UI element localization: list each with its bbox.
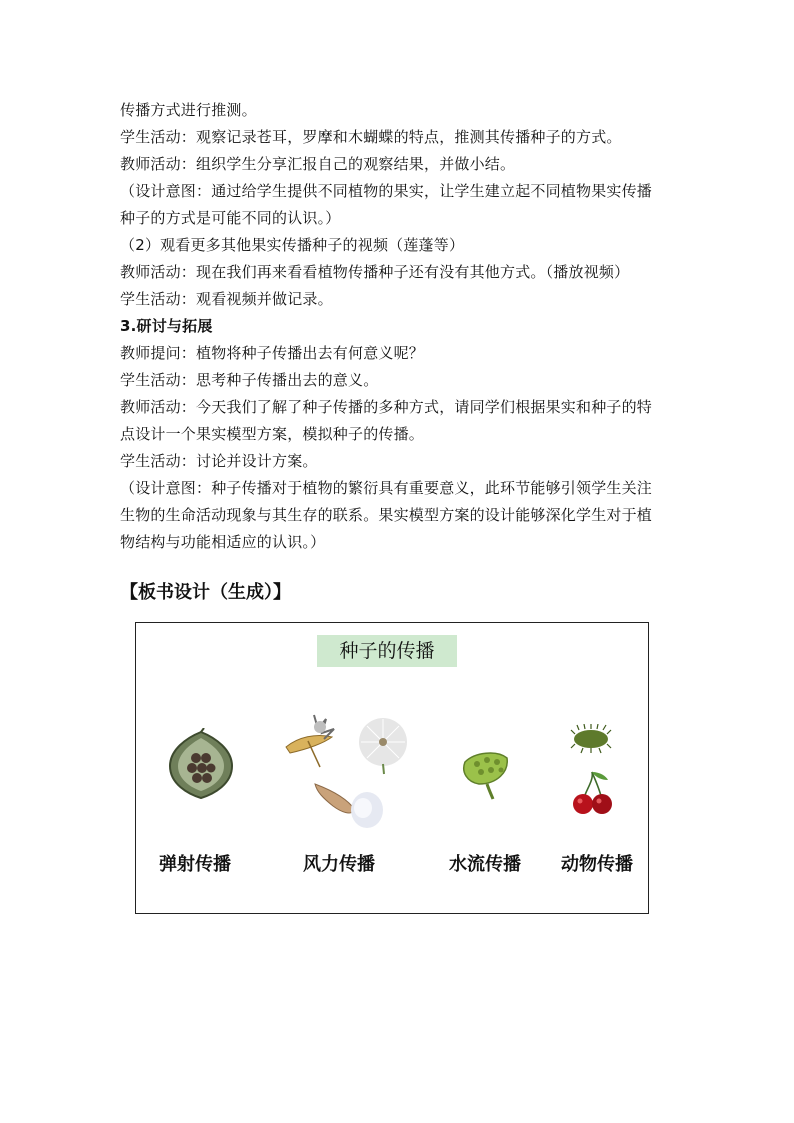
text-line: 教师提问：植物将种子传播出去有何意义呢？ bbox=[120, 344, 425, 362]
text-line: 学生活动：观看视频并做记录。 bbox=[120, 290, 333, 308]
section-heading: 【板书设计（生成）】 bbox=[120, 582, 291, 603]
text-line: 种子的方式是可能不同的认识。） bbox=[120, 209, 341, 227]
lotus-pod-icon bbox=[457, 744, 513, 800]
burr-icon bbox=[569, 724, 613, 754]
text-line: 教师活动：今天我们了解了种子传播的多种方式，请同学们根据果实和种子的特 bbox=[120, 398, 653, 416]
text-line: 教师活动：组织学生分享汇报自己的观察结果，并做小结。 bbox=[120, 155, 516, 173]
text-line: （设计意图：通过给学生提供不同植物的果实，让学生建立起不同植物果实传播 bbox=[120, 182, 653, 200]
text-line: 点设计一个果实模型方案，模拟种子的传播。 bbox=[120, 425, 425, 443]
cherry-icon bbox=[570, 770, 616, 816]
dandelion-icon bbox=[355, 716, 413, 776]
subsection-heading: 3.研讨与拓展 bbox=[120, 317, 213, 335]
category-label-water: 水流传播 bbox=[449, 854, 521, 875]
text-line: 教师活动：现在我们再来看看植物传播种子还有没有其他方式。（播放视频） bbox=[120, 263, 630, 281]
text-line: 学生活动：思考种子传播出去的意义。 bbox=[120, 371, 379, 389]
category-label-ejection: 弹射传播 bbox=[159, 854, 231, 875]
woody-seed-icon bbox=[311, 776, 387, 832]
milkweed-icon bbox=[284, 711, 340, 771]
category-label-animal: 动物传播 bbox=[561, 854, 633, 875]
board-title: 种子的传播 bbox=[317, 635, 457, 667]
text-line: 学生活动：观察记录苍耳，罗摩和木蝴蝶的特点，推测其传播种子的方式。 bbox=[120, 128, 622, 146]
text-line: 传播方式进行推测。 bbox=[120, 101, 257, 119]
text-line: 学生活动：讨论并设计方案。 bbox=[120, 452, 318, 470]
seed-pod-icon bbox=[166, 728, 236, 800]
text-line: 生物的生命活动现象与其生存的联系。果实模型方案的设计能够深化学生对于植 bbox=[120, 506, 653, 524]
text-line: 物结构与功能相适应的认识。） bbox=[120, 533, 326, 551]
category-label-wind: 风力传播 bbox=[303, 854, 375, 875]
text-line: （设计意图：种子传播对于植物的繁衍具有重要意义，此环节能够引领学生关注 bbox=[120, 479, 653, 497]
text-line: （2）观看更多其他果实传播种子的视频（莲蓬等） bbox=[120, 236, 465, 254]
